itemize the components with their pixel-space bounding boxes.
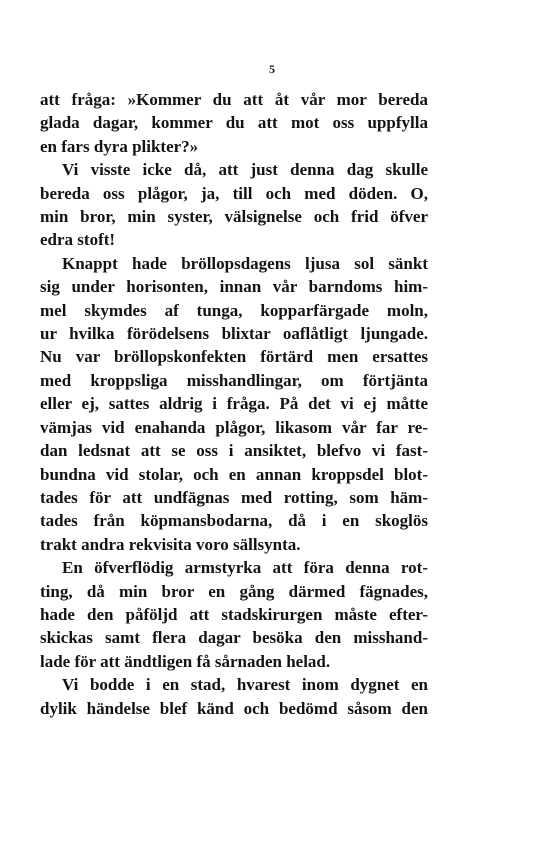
text-line: Knappt hade bröllopsdagens ljusa sol sänkt bbox=[62, 253, 428, 273]
text-line: sig under horisonten, innan vår barndoms him- bbox=[40, 277, 428, 297]
text-line: bereda oss plågor, ja, till och med döden. O, bbox=[40, 183, 428, 203]
text-line: glada dagar, kommer du att mot oss uppfylla bbox=[40, 113, 428, 133]
text-line: bundna vid stolar, och en annan kroppsdel blot- bbox=[40, 464, 428, 484]
text-line: lade för att ändtligen få sårnaden helad. bbox=[40, 651, 331, 671]
text-line: eller ej, sattes aldrig i fråga. På det vi ej måtte bbox=[40, 394, 428, 414]
text-line: Vi bodde i en stad, hvarest inom dygnet en bbox=[62, 675, 428, 695]
text-line: edra stoft! bbox=[40, 230, 116, 250]
text-line: trakt andra rekvisita voro sällsynta. bbox=[40, 534, 301, 554]
text-line: min bror, min syster, välsignelse och frid öfver bbox=[40, 207, 428, 227]
text-line: Vi visste icke då, att just denna dag skulle bbox=[62, 160, 428, 180]
text-line: tades för att undfägnas med rotting, som häm- bbox=[40, 487, 428, 507]
text-line: tades från köpmansbodarna, då i en skoglös bbox=[40, 511, 428, 531]
text-line: mel skymdes af tunga, kopparfärgade moln, bbox=[40, 300, 428, 320]
text-line: dan ledsnat att se oss i ansiktet, blefvo vi fast- bbox=[40, 441, 428, 461]
text-line: en fars dyra plikter?» bbox=[40, 136, 199, 156]
text-line: dylik händelse blef känd och bedömd såsom den bbox=[40, 698, 428, 718]
text-line: Nu var bröllopskonfekten förtärd men ersattes bbox=[40, 347, 428, 367]
text-line: En öfverflödig armstyrka att föra denna rot- bbox=[62, 558, 428, 578]
text-line: vämjas vid enahanda plågor, likasom vår far re- bbox=[40, 417, 428, 437]
text-line: ur hvilka förödelsens blixtar oaflåtligt ljungade. bbox=[40, 324, 428, 344]
text-line: att fråga: »Kommer du att åt vår mor bereda bbox=[40, 90, 428, 109]
text-line: skickas samt flera dagar besöka den misshand- bbox=[40, 628, 428, 648]
page-number: 5 bbox=[269, 62, 275, 76]
text-line: med kroppsliga misshandlingar, om förtjänta bbox=[40, 370, 428, 390]
text-line: ting, då min bror en gång därmed fägnades, bbox=[40, 581, 428, 601]
text-line: hade den påföljd att stadskirurgen måste efter- bbox=[40, 604, 428, 624]
body-text bbox=[40, 88, 428, 720]
